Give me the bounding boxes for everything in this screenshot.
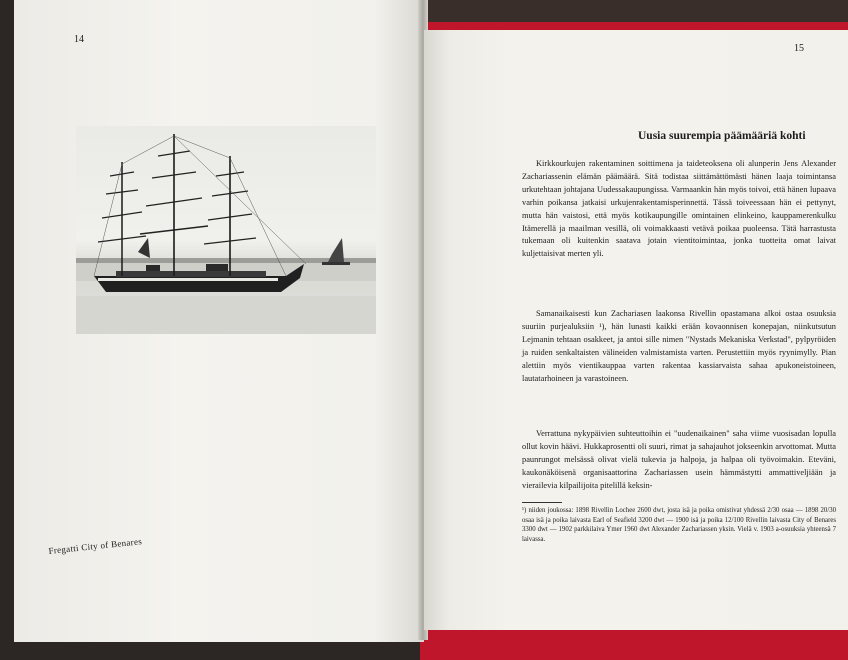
footnote: ¹) niiden joukossa: 1898 Rivellin Lochee 2600 dwt, josta isä ja poika omistivat yhdessä 2/30 osaa — 1898 20/30 osaa isä ja poika laivasta Earl of Seafield 3200 dwt — 1900 isä ja poika 12/100 Rivellin laivasta City of Benares 3300 dwt — 1902 parkkilaiva Ymer 1960 dwt Alexander Zachariassen yksin. Vielä v. 1903 a-osuuksia yhteensä 7 laivassa. [522,507,836,543]
red-cover-edge-bottom [420,628,848,660]
body-paragraph-2: Samanaikaisesti kun Zachariasen laakonsa Rivellin opastamana alkoi ostaa osuuksia suuriin purjealuksiin ¹), hän lunasti kaikki erään kovaonnisen konepajan, niinkutsutun Lejmanin tehtaan osakkeet, ja antoi sille nimen "Nystads Mekaniska Verkstad", pylpyröiden ja ruiden senkaltaisten välineiden valmistamista varten. Perustettiin myös ryynimylly. Pian alettiin myös vientikauppaa varten rakentaa kassiarvaista sahaa apukoneistoineen, lautatarhoineen ja varastoineen. [522,309,836,383]
photo-caption: Fregatti City of Benares [48,536,143,556]
ship-illustration [76,126,376,334]
body-paragraph-3: Verrattuna nykypäivien suhteuttoihin ei "uudenaikainen" saha viime vuosisadan lopulla ollut kovin häävi. Hukkaprosentti oli suuri, rimat ja sahajauhot jokseenkin arvottomat. Mutta paunrungot melsässä olivat vielä tukevia ja halpoja, ja halpaa oli työvoimakin. Eteväni, kaukonäköisenä organisaattorina Zachariassen usein hämmästytti ammattiveljiään ja vierailevia kilpailijoita pitelillä keksin- [522,429,836,490]
background-left-edge [0,0,14,660]
body-paragraph-1: Kirkkourkujen rakentaminen soittimena ja taideteoksena oli alunperin Jens Alexander Zachariassenin elämän päämäärä. Sitä todistaa siittämättömästi hänen laaja toimintansa urkutehtaan johtajana Uudessakaupungissa. Varmaankin hän myös toivoi, että hänen lupaava varhin poikansa jatkaisi urkujenrakentamisperinnettä. Tässä toiveessaan hän ei pettynyt, mutta hän vaistosi, että myös kotikaupungille omintainen elinkeino, kauppamerenkulku Itämerellä ja maailman vesillä, oli voimakkaasti vetävä poikaa puoleensa. Tätä harrastusta tukemaan oli kuitenkin saatava jotain vientitoimintaa, jonka tuotteita omat laivat kuljettaisivat merten yli. [522,159,836,259]
left-page [14,0,424,642]
chapter-heading: Uusia suurempia päämääriä kohti [638,130,806,142]
background-bottom-edge [0,640,430,660]
red-cover-edge-top [420,22,848,30]
ship-photograph [76,126,376,334]
right-page [424,30,848,630]
footnote-divider [522,502,562,503]
left-page-number: 14 [74,34,84,45]
right-page-number: 15 [794,43,804,54]
